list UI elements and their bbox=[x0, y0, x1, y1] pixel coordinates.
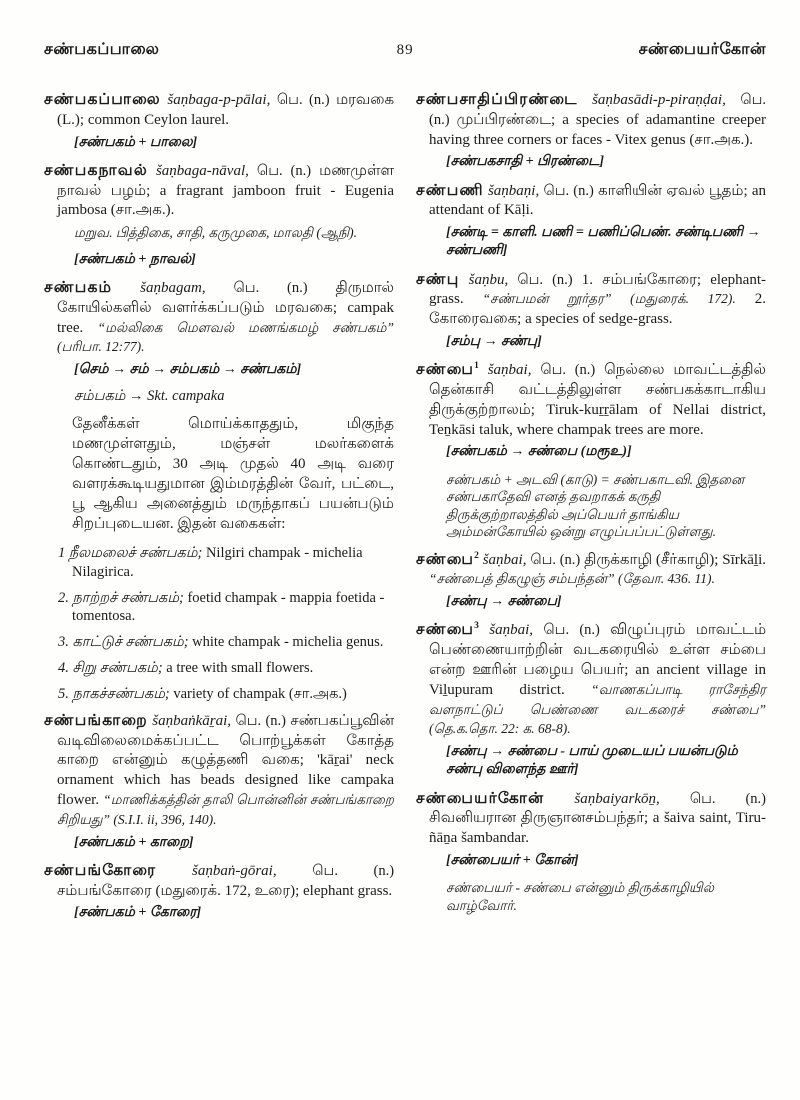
variety-tamil-name: காட்டுச் சண்பகம்; bbox=[72, 634, 189, 651]
entry-etymology: [சண்பையர் + கோன்] bbox=[446, 853, 579, 869]
entry-etymology: [சண்பகசாதி + பிரண்டை] bbox=[446, 154, 604, 170]
dictionary-entry bbox=[416, 360, 766, 541]
entry-headword: சண்பகம் bbox=[44, 278, 113, 296]
entry-headword: சண்பகநாவல் bbox=[44, 161, 148, 179]
entry-pos-label: பெ. (n.) bbox=[233, 279, 308, 296]
dictionary-entry bbox=[416, 620, 766, 779]
left-column bbox=[44, 90, 394, 932]
entry-etymology: [சண்பகம் + நாவல்] bbox=[74, 251, 196, 267]
entry-homograph-number: 3 bbox=[474, 621, 479, 632]
entry-transliteration: šaṇbai, bbox=[482, 551, 527, 568]
entry-headword: சண்பணி bbox=[416, 181, 484, 199]
entry-definition: சம்பங்கோரை (மதுரைக். 172, உரை); elephant grass. bbox=[57, 882, 393, 899]
variety-english-name: foetid champak - mappia foetida - tomentosa. bbox=[72, 589, 385, 625]
entry-quote: “சண்பைத் திகழுஞ் சம்பந்தன்” (தேவா. 436. 11). bbox=[429, 571, 715, 587]
entry-definition: மரவகை (L.); common Ceylon laurel. bbox=[57, 92, 395, 128]
entry-etymology: [சண்பகம் + காறை] bbox=[74, 834, 194, 850]
guide-word-left: சண்பகப்பாலை bbox=[44, 41, 160, 58]
entry-transliteration: šaṇbaṅkāṟai, bbox=[152, 712, 232, 729]
entry-definition: திருமால் கோயில்களில் வளர்க்கப்படும் மரவகை; campak tree. bbox=[57, 279, 395, 336]
entry-pos-label: பெ. (n.) bbox=[429, 92, 767, 128]
entry-quote: “மல்லிகை மெளவல் மணங்கமழ் சண்பகம்” (பரிபா. 12:77). bbox=[57, 319, 394, 355]
variety-list-item bbox=[58, 633, 394, 652]
entry-text bbox=[44, 711, 394, 831]
variety-list-item bbox=[58, 659, 394, 678]
entry-text bbox=[416, 360, 766, 440]
dictionary-entry bbox=[416, 90, 766, 172]
entry-text bbox=[416, 90, 766, 150]
entry-text bbox=[416, 789, 766, 849]
entry-text bbox=[44, 861, 394, 902]
entry-text bbox=[416, 620, 766, 740]
entry-transliteration: šaṇbu, bbox=[468, 271, 509, 288]
entry-text bbox=[44, 90, 394, 131]
guide-word-right: சண்பையர்கோன் bbox=[638, 41, 766, 58]
entry-etymology: [சம்பு → சண்பு] bbox=[446, 333, 542, 349]
entry-transliteration: šaṇbai, bbox=[487, 362, 532, 379]
entry-pos-label: பெ. (n.) bbox=[543, 182, 594, 199]
entry-etymology: [சண்டி = காளி. பணி = பணிப்பெண். சண்டிபணி → சண்பணி] bbox=[446, 225, 761, 259]
entry-transliteration: šaṇbaga-p-pālai, bbox=[167, 92, 271, 108]
dictionary-entry bbox=[416, 789, 766, 915]
entry-etymology: [சண்பகம் + கோரை] bbox=[74, 905, 202, 921]
page-number: 89 bbox=[396, 42, 414, 58]
entry-usage-note: சண்பகம் + அடவி (காடு) = சண்பகாடவி. இதனை சண்பகாதேவி எனத் தவறாகக் கருதி திருக்குற்றாலத்தில் அப்பெயர் தாங்கிய அம்மன்கோயில் ஒன்று எழுப்பப்பட்டுள்ளது. bbox=[446, 471, 745, 540]
dictionary-entry bbox=[44, 278, 394, 704]
entry-pos-label: பெ. (n.) bbox=[517, 271, 573, 288]
entry-transliteration: šaṇbasādi-p-piraṇḍai, bbox=[592, 92, 726, 108]
variety-tamil-name: நாற்றச் சண்பகம்; bbox=[72, 589, 184, 606]
variety-tamil-name: நீலமலைச் சண்பகம்; bbox=[68, 544, 203, 561]
entry-transliteration: šaṇbaiyarkōṉ, bbox=[574, 790, 660, 807]
entry-pos-label: பெ. (n.) bbox=[276, 92, 330, 108]
entry-headword: சண்பங்கோரை bbox=[44, 861, 157, 879]
entry-transliteration: šaṇbaṇi, bbox=[487, 182, 540, 199]
entry-homograph-number: 1 bbox=[474, 361, 479, 372]
entry-definition: சிவனியரான திருஞானசம்பந்தர்; a šaiva saint, Tiru-ñāṉa šambandar. bbox=[429, 810, 766, 847]
entry-definition-2: 2. கோரைவகை; a species of sedge-grass. bbox=[429, 291, 767, 328]
entry-homograph-number: 2 bbox=[474, 550, 479, 561]
entry-text bbox=[44, 161, 394, 221]
entry-pos-label: பெ. (n.) bbox=[256, 162, 312, 179]
variety-tamil-name: சிறு சண்பகம்; bbox=[72, 660, 163, 677]
entry-etymology-sanskrit: சம்பகம் → Skt. campaka bbox=[74, 388, 225, 405]
dictionary-entry bbox=[44, 711, 394, 852]
running-head bbox=[44, 40, 766, 60]
entry-description-paragraph: தேனீக்கள் மொய்க்காததும், மிகுந்த மணமுள்ளதும், மஞ்சள் மலர்களைக் கொண்டதும், 30 அடி முதல் 40 அடி வரை வளரக்கூடியதுமான இம்மரத்தின் வேர், பட்டை, பூ ஆகிய அனைத்தும் மருந்தாகப் பயன்படும் சிறப்புடையன. இதன் வகைகள்: bbox=[72, 416, 394, 532]
entry-headword: சண்பு bbox=[416, 270, 460, 288]
dictionary-entry bbox=[44, 90, 394, 152]
entry-pos-label: பெ. (n.) bbox=[689, 790, 767, 807]
entry-etymology: [சண்பு → சண்பை] bbox=[446, 594, 562, 610]
variety-english-name: variety of champak (சா.அக.) bbox=[173, 685, 347, 702]
variety-number: 1 bbox=[58, 544, 66, 561]
entry-pos-label: பெ. (n.) bbox=[530, 551, 581, 568]
entry-text bbox=[416, 270, 766, 330]
entry-etymology: [சண்பு → சண்பை - பாய் முடையப் பயன்படும் சண்பு விளைந்த ஊர்] bbox=[446, 744, 738, 778]
entry-definition: திருக்காழி (சீர்காழி); Sīrkāḻi. bbox=[584, 551, 767, 568]
entry-definition: விழுப்புரம் மாவட்டம் பெண்ணையாற்றின் வடகரையில் உள்ள சம்பை என்ற ஊரின் பழைய பெயர்; an ancient village in Viḻupuram district. bbox=[429, 622, 767, 698]
variety-list-item bbox=[58, 544, 394, 582]
entry-definition: சண்பகப்பூவின் வடிவிலைமைக்கப்பட்ட பொற்பூக்கள் கோத்த காறை என்னும் கழுத்தணி வகை; 'kāṟai' neck ornament which has beads designed like campaka flower. bbox=[57, 712, 395, 808]
entry-text bbox=[416, 181, 766, 222]
dictionary-entry bbox=[44, 161, 394, 269]
variety-english-name: Nilgiri champak - michelia Nilagirica. bbox=[72, 544, 363, 580]
variety-number: 5. bbox=[58, 685, 69, 702]
variety-number: 3. bbox=[58, 634, 69, 651]
entry-quote: “சண்பமன் றூர்தர” (மதுரைக். 172). bbox=[482, 291, 736, 307]
entry-pos-label: பெ. (n.) bbox=[540, 362, 596, 379]
entry-transliteration: šaṇbaṅ-gōrai, bbox=[191, 862, 277, 879]
variety-number: 4. bbox=[58, 660, 69, 677]
entry-headword: சண்பகப்பாலை bbox=[44, 91, 161, 108]
entry-quote: “வாணகப்பாடி ராசேந்திர வளநாட்டுப் பெண்ணை வடகரைச் சண்பை” (தெ.க.தொ. 22: க. 68-8). bbox=[429, 681, 767, 737]
variety-number: 2. bbox=[58, 589, 69, 606]
entry-headword: சண்பை bbox=[416, 361, 475, 379]
entry-pos-label: பெ. (n.) bbox=[543, 622, 600, 639]
entry-transliteration: šaṇbagam, bbox=[140, 279, 206, 296]
entry-headword: சண்பங்காறை bbox=[44, 711, 148, 729]
entry-definition: முப்பிரண்டை; a species of adamantine creeper having three corners or faces - Vitex genus (சா.அக.). bbox=[429, 111, 766, 148]
entry-headword: சண்பையர்கோன் bbox=[416, 789, 545, 807]
entry-pos-label: பெ. (n.) bbox=[235, 712, 286, 729]
entry-headword: சண்பை bbox=[416, 621, 475, 639]
entry-definition: காளியின் ஏவல் பூதம்; an attendant of Kāḷi. bbox=[429, 182, 767, 219]
entry-text bbox=[416, 550, 766, 591]
dictionary-entry bbox=[44, 861, 394, 923]
entry-transliteration: šaṇbai, bbox=[489, 622, 533, 639]
entry-etymology: [சண்பகம் → சண்பை (மரூஉ)] bbox=[446, 444, 632, 460]
variety-tamil-name: நாகச்சண்பகம்; bbox=[72, 685, 170, 702]
dictionary-entry bbox=[416, 270, 766, 352]
entry-headword: சண்பசாதிப்பிரண்டை bbox=[416, 91, 578, 108]
entry-headword: சண்பை bbox=[416, 550, 475, 568]
entry-transliteration: šaṇbaga-nāval, bbox=[155, 162, 249, 179]
right-column bbox=[416, 90, 766, 932]
entry-usage-note: சண்பையர் - சண்பை என்னும் திருக்காழியில் வாழ்வோர். bbox=[446, 880, 714, 913]
variety-list-item bbox=[58, 589, 394, 627]
entry-text bbox=[44, 278, 394, 358]
entry-definition: மணமுள்ள நாவல் பழம்; a fragrant jamboon fruit - Eugenia jambosa (சா.அக.). bbox=[57, 162, 395, 219]
entry-quote: “மாணிக்கத்தின் தாலி பொன்னின் சண்பங்காறை சிறியது” (S.I.I. ii, 396, 140). bbox=[57, 792, 394, 827]
dictionary-entry bbox=[416, 550, 766, 612]
entry-pos-label: பெ. (n.) bbox=[312, 862, 395, 879]
entry-etymology: [செம் → சம் → சம்பகம் → சண்பகம்] bbox=[74, 362, 302, 378]
variety-english-name: white champak - michelia genus. bbox=[192, 634, 384, 651]
variety-list-item bbox=[58, 685, 394, 704]
two-column-body bbox=[44, 90, 766, 932]
variety-english-name: a tree with small flowers. bbox=[166, 660, 314, 677]
entry-definition: 1. சம்பங்கோரை; elephant-grass. bbox=[429, 271, 767, 308]
dictionary-entry bbox=[416, 181, 766, 261]
variety-list bbox=[58, 544, 394, 704]
entry-etymology: [சண்பகம் + பாலை] bbox=[74, 134, 198, 150]
entry-definition: நெல்லை மாவட்டத்தில் தென்காசி வட்டத்திலுள்ள சண்பகக்காடாகிய திருக்குற்றாலம்; Tiruk-kuṟṟālam of Nellai district, Teṉkāsi taluk, where champak trees are more. bbox=[429, 362, 766, 438]
entry-synonym-note: மறுவ. பித்திகை, சாதி, கருமுகை, மாலதி (ஆநி). bbox=[74, 225, 357, 241]
